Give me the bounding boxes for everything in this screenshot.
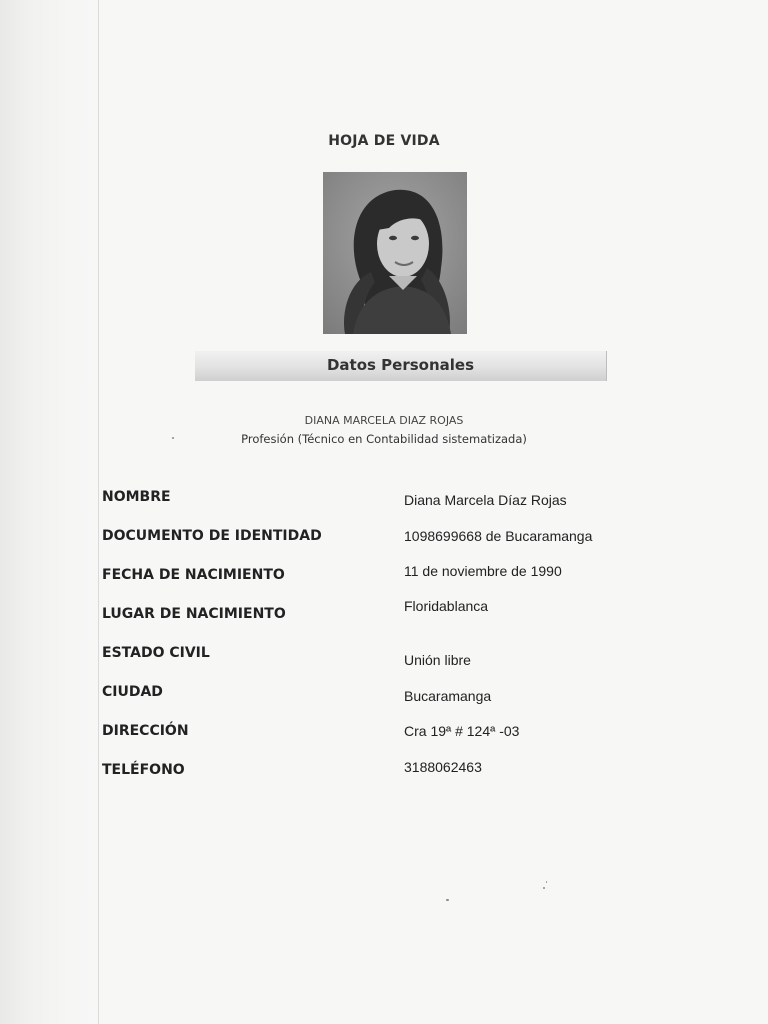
- label-documento-identidad: DOCUMENTO DE IDENTIDAD: [102, 528, 322, 544]
- value-fecha-nacimiento: 11 de noviembre de 1990: [404, 563, 562, 579]
- scan-speck: [546, 881, 547, 883]
- label-estado-civil: ESTADO CIVIL: [102, 645, 210, 661]
- label-telefono: TELÉFONO: [102, 762, 185, 778]
- label-lugar-nacimiento: LUGAR DE NACIMIENTO: [102, 606, 286, 622]
- section-title: Datos Personales: [326, 356, 475, 374]
- profile-photo: [323, 172, 467, 334]
- value-documento-identidad: 1098699668 de Bucaramanga: [404, 528, 593, 544]
- full-name: DIANA MARCELA DIAZ ROJAS: [304, 414, 464, 427]
- value-estado-civil: Unión libre: [404, 652, 471, 668]
- profession-line: Profesión (Técnico en Contabilidad sistematizada): [241, 432, 527, 446]
- label-direccion: DIRECCIÓN: [102, 723, 189, 739]
- scan-speck: [446, 899, 449, 901]
- scan-speck: [543, 887, 545, 889]
- label-ciudad: CIUDAD: [102, 684, 163, 700]
- label-nombre: NOMBRE: [102, 489, 171, 505]
- scan-speck: [172, 437, 174, 439]
- value-ciudad: Bucaramanga: [404, 688, 492, 704]
- value-lugar-nacimiento: Floridablanca: [404, 598, 489, 614]
- label-fecha-nacimiento: FECHA DE NACIMIENTO: [102, 567, 285, 583]
- page-edge-line: [98, 0, 99, 1024]
- value-direccion: Cra 19ª # 124ª -03: [404, 723, 520, 739]
- scan-edge-shading: [0, 0, 100, 1024]
- section-header-bar: [195, 351, 607, 381]
- page-title: HOJA DE VIDA: [328, 133, 440, 149]
- value-telefono: 3188062463: [404, 759, 482, 775]
- value-nombre: Diana Marcela Díaz Rojas: [404, 492, 567, 508]
